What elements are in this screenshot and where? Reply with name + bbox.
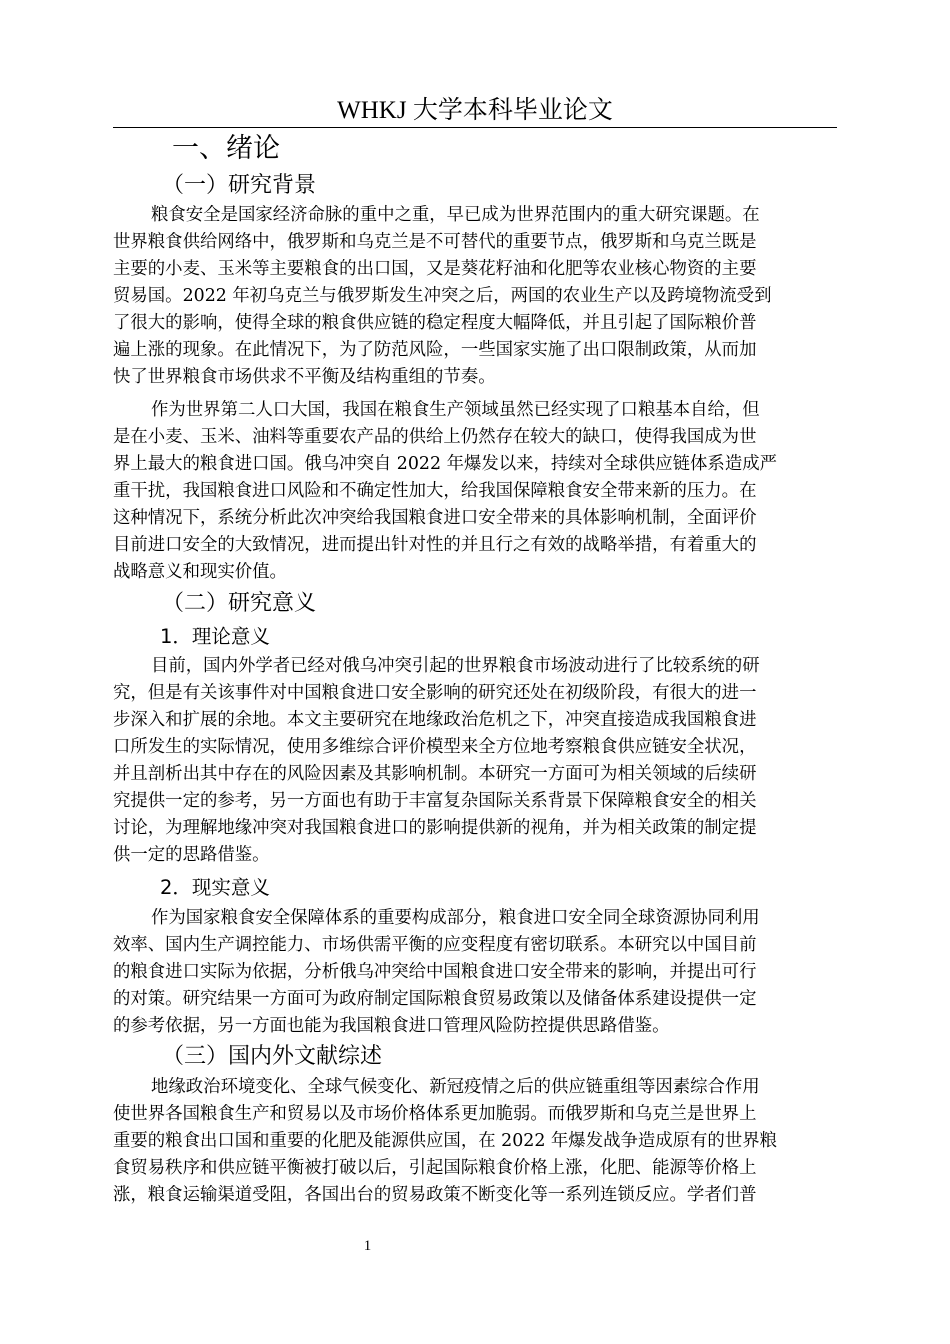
- subsection-title-practical: 2．现实意义: [160, 876, 270, 899]
- page-header-title: WHKJ 大学本科毕业论文: [337, 97, 613, 124]
- paragraph-line: 是在小麦、玉米、油料等重要农产品的供给上仍然存在较大的缺口，使得我国成为世: [113, 427, 757, 447]
- paragraph-line: 重干扰，我国粮食进口风险和不确定性加大，给我国保障粮食安全带来新的压力。在: [113, 481, 757, 501]
- paragraph-practical: [113, 905, 837, 1040]
- paragraph-line: 作为世界第二人口大国，我国在粮食生产领域虽然已经实现了口粮基本自给，但: [151, 400, 760, 420]
- paragraph-line: 食贸易秩序和供应链平衡被打破以后，引起国际粮食价格上涨，化肥、能源等价格上: [113, 1158, 757, 1178]
- paragraph-line: 重要的粮食出口国和重要的化肥及能源供应国，在 2022 年爆发战争造成原有的世界粮: [113, 1131, 777, 1151]
- section-title-literature: （三）国内外文献综述: [162, 1044, 383, 1069]
- paragraph-line: 主要的小麦、玉米等主要粮食的出口国，又是葵花籽油和化肥等农业核心物资的主要: [113, 259, 757, 279]
- paragraph-line: 地缘政治环境变化、全球气候变化、新冠疫情之后的供应链重组等因素综合作用: [151, 1077, 760, 1097]
- paragraph-line: 究提供一定的参考，另一方面也有助于丰富复杂国际关系背景下保障粮食安全的相关: [113, 791, 757, 811]
- paragraph-line: 界上最大的粮食进口国。俄乌冲突自 2022 年爆发以来，持续对全球供应链体系造成严: [113, 454, 777, 474]
- paragraph-line: 并且剖析出其中存在的风险因素及其影响机制。本研究一方面可为相关领域的后续研: [113, 764, 757, 784]
- paragraph-line: 战略意义和现实价值。: [113, 562, 287, 582]
- paragraph-line: 粮食安全是国家经济命脉的重中之重，早已成为世界范围内的重大研究课题。在: [151, 205, 760, 225]
- section-title-background: （一）研究背景: [162, 173, 317, 198]
- paragraph-background-1: [113, 202, 837, 391]
- header-rule: [113, 127, 837, 128]
- paragraph-line: 的参考依据，另一方面也能为我国粮食进口管理风险防控提供思路借鉴。: [113, 1016, 670, 1036]
- paragraph-line: 口所发生的实际情况，使用多维综合评价模型来全方位地考察粮食供应链安全状况，: [113, 737, 757, 757]
- paragraph-line: 目前进口安全的大致情况，进而提出针对性的并且行之有效的战略举措，有着重大的: [113, 535, 757, 555]
- paragraph-line: 的粮食进口实际为依据，分析俄乌冲突给中国粮食进口安全带来的影响，并提出可行: [113, 962, 757, 982]
- paragraph-line: 世界粮食供给网络中，俄罗斯和乌克兰是不可替代的重要节点，俄罗斯和乌克兰既是: [113, 232, 757, 252]
- paragraph-line: 涨，粮食运输渠道受阻，各国出台的贸易政策不断变化等一系列连锁反应。学者们普: [113, 1185, 757, 1205]
- paragraph-line: 快了世界粮食市场供求不平衡及结构重组的节奏。: [113, 367, 496, 387]
- subsection-title-theoretical: 1．理论意义: [160, 625, 270, 648]
- paragraph-background-2: [113, 397, 837, 586]
- paragraph-line: 了很大的影响，使得全球的粮食供应链的稳定程度大幅降低，并且引起了国际粮价普: [113, 313, 757, 333]
- paragraph-line: 的对策。研究结果一方面可为政府制定国际粮食贸易政策以及储备体系建设提供一定: [113, 989, 757, 1009]
- paragraph-line: 这种情况下，系统分析此次冲突给我国粮食进口安全带来的具体影响机制，全面评价: [113, 508, 757, 528]
- paragraph-line: 贸易国。2022 年初乌克兰与俄罗斯发生冲突之后，两国的农业生产以及跨境物流受到: [113, 286, 772, 306]
- paragraph-theoretical: [113, 653, 837, 869]
- paragraph-line: 讨论，为理解地缘冲突对我国粮食进口的影响提供新的视角，并为相关政策的制定提: [113, 818, 757, 838]
- paragraph-line: 步深入和扩展的余地。本文主要研究在地缘政治危机之下，冲突直接造成我国粮食进: [113, 710, 757, 730]
- paragraph-line: 效率、国内生产调控能力、市场供需平衡的应变程度有密切联系。本研究以中国目前: [113, 935, 757, 955]
- page-number: 1: [363, 1238, 372, 1254]
- paragraph-line: 作为国家粮食安全保障体系的重要构成部分，粮食进口安全同全球资源协同利用: [151, 908, 760, 928]
- paragraph-literature: [113, 1074, 837, 1209]
- paragraph-line: 目前，国内外学者已经对俄乌冲突引起的世界粮食市场波动进行了比较系统的研: [151, 656, 760, 676]
- chapter-title: 一、绪论: [172, 133, 280, 164]
- paragraph-line: 供一定的思路借鉴。: [113, 845, 270, 865]
- paragraph-line: 究，但是有关该事件对中国粮食进口安全影响的研究还处在初级阶段，有很大的进一: [113, 683, 757, 703]
- paragraph-line: 使世界各国粮食生产和贸易以及市场价格体系更加脆弱。而俄罗斯和乌克兰是世界上: [113, 1104, 757, 1124]
- section-title-significance: （二）研究意义: [162, 591, 317, 616]
- paragraph-line: 遍上涨的现象。在此情况下，为了防范风险，一些国家实施了出口限制政策，从而加: [113, 340, 757, 360]
